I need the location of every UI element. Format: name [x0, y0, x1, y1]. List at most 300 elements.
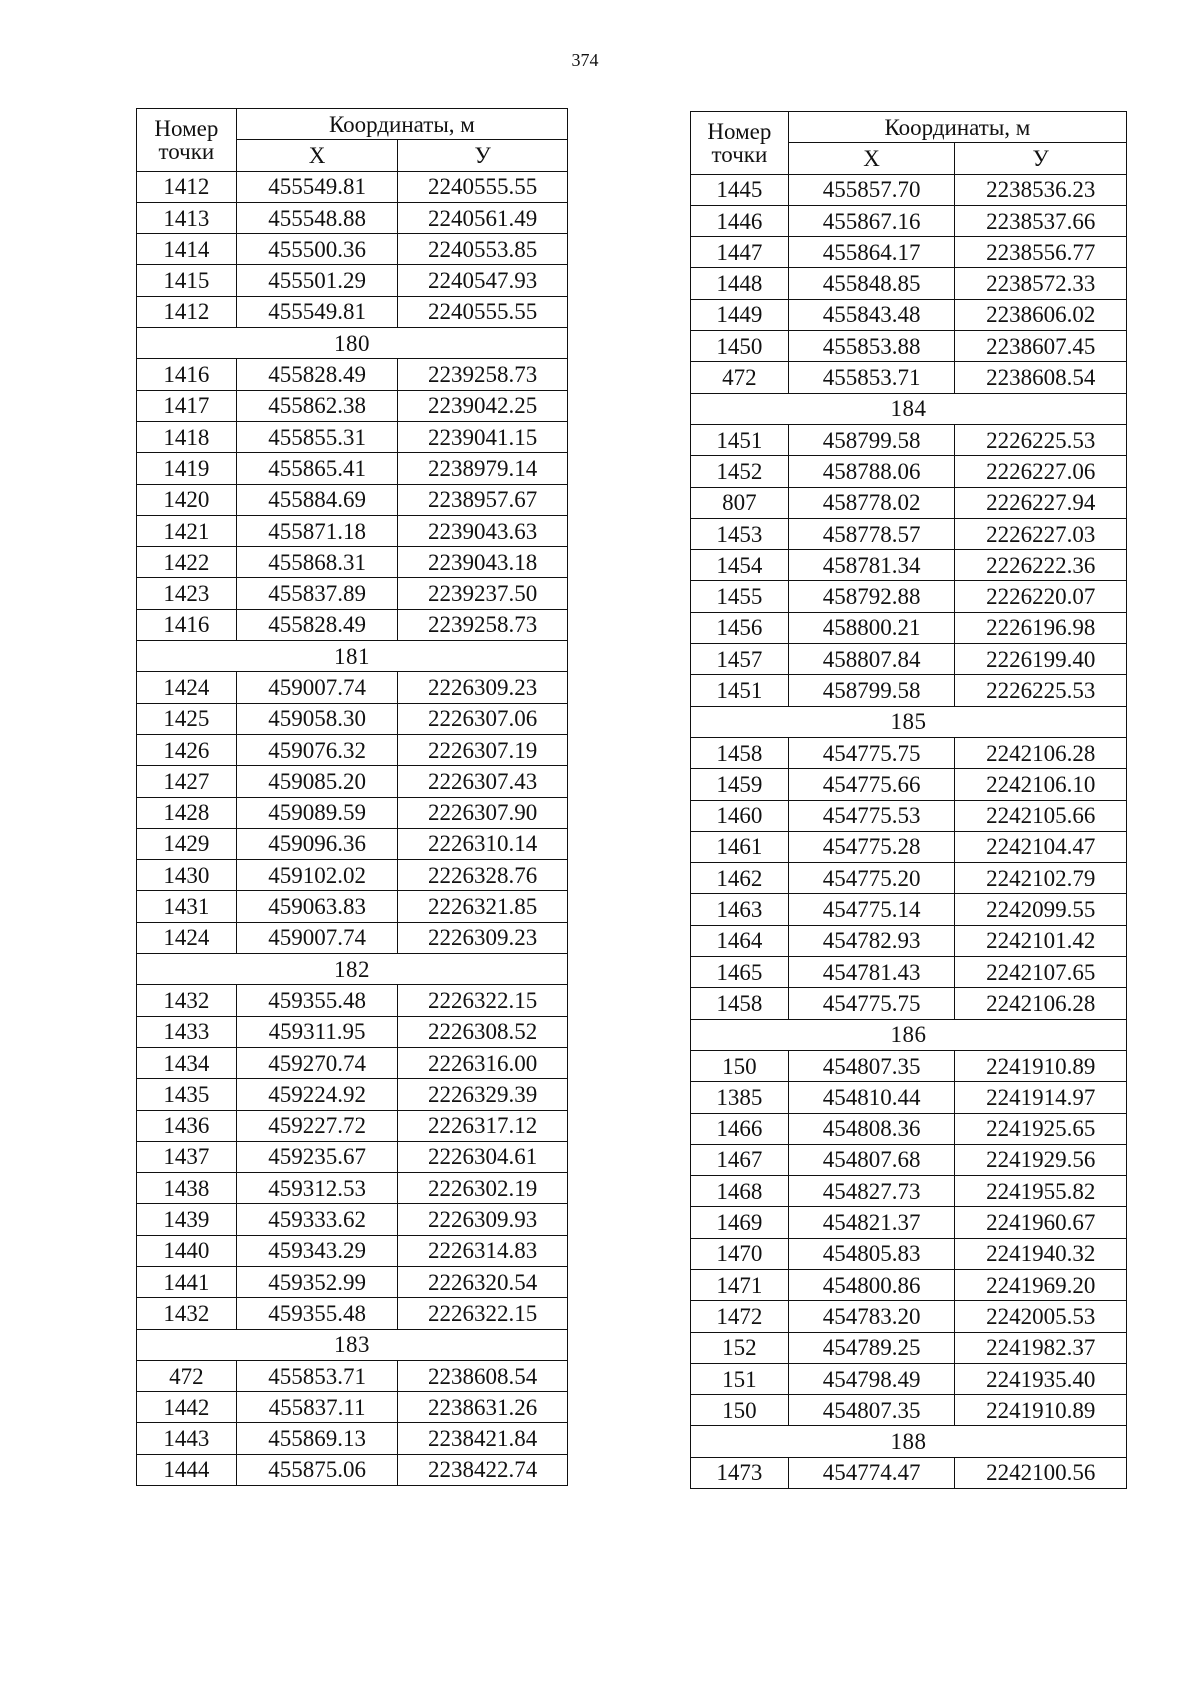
table-row — [137, 797, 568, 828]
point-number-cell: 1459 — [691, 769, 789, 800]
point-number-cell: 1463 — [691, 894, 789, 925]
table-row — [137, 515, 568, 546]
point-number-header — [137, 109, 237, 172]
table-row — [137, 390, 568, 421]
x-coordinate-cell: 454783.20 — [788, 1301, 955, 1332]
table-row — [691, 1144, 1127, 1175]
table-row — [691, 612, 1127, 643]
table-row — [137, 1423, 568, 1454]
y-coordinate-cell: 2238631.26 — [398, 1392, 568, 1423]
table-row — [691, 362, 1127, 393]
table-row — [137, 453, 568, 484]
y-coordinate-cell: 2226308.52 — [398, 1016, 568, 1047]
table-row — [137, 985, 568, 1016]
group-header-row — [691, 1426, 1127, 1457]
y-coordinate-cell: 2242105.66 — [955, 800, 1127, 831]
page-number: 374 — [571, 50, 599, 70]
point-number-cell: 1461 — [691, 831, 789, 862]
table-row — [691, 456, 1127, 487]
point-number-cell: 1473 — [691, 1457, 789, 1488]
point-number-cell: 1449 — [691, 299, 789, 330]
y-coordinate-cell: 2238606.02 — [955, 299, 1127, 330]
y-coordinate-cell: 2226309.23 — [398, 672, 568, 703]
y-coordinate-cell: 2226316.00 — [398, 1047, 568, 1078]
point-number-cell: 1437 — [137, 1141, 237, 1172]
table-row — [137, 1079, 568, 1110]
point-number-cell: 150 — [691, 1050, 789, 1081]
point-number-cell: 1418 — [137, 421, 237, 452]
x-coordinate-cell: 454775.20 — [788, 863, 955, 894]
table-row — [691, 174, 1127, 205]
point-number-cell: 1443 — [137, 1423, 237, 1454]
point-number-cell: 1465 — [691, 957, 789, 988]
coordinates-header: Координаты, м — [788, 112, 1126, 143]
y-coordinate-cell: 2226321.85 — [398, 891, 568, 922]
table-row — [137, 1110, 568, 1141]
table-row — [691, 1395, 1127, 1426]
x-coordinate-cell: 458781.34 — [788, 550, 955, 581]
y-coordinate-cell: 2226322.15 — [398, 985, 568, 1016]
y-coordinate-cell: 2226307.06 — [398, 703, 568, 734]
x-coordinate-cell: 455871.18 — [236, 515, 398, 546]
x-coordinate-cell: 454774.47 — [788, 1457, 955, 1488]
point-number-cell: 1412 — [137, 296, 237, 327]
y-coordinate-cell: 2239041.15 — [398, 421, 568, 452]
table-row — [691, 1269, 1127, 1300]
x-coordinate-cell: 459096.36 — [236, 828, 398, 859]
table-row — [691, 737, 1127, 768]
point-number-cell: 1454 — [691, 550, 789, 581]
y-coordinate-cell: 2242099.55 — [955, 894, 1127, 925]
group-header-row — [691, 393, 1127, 424]
point-number-cell: 1468 — [691, 1176, 789, 1207]
x-coordinate-cell: 454807.35 — [788, 1050, 955, 1081]
table-row — [137, 296, 568, 327]
y-coordinate-cell: 2239042.25 — [398, 390, 568, 421]
table-row — [691, 237, 1127, 268]
point-number-cell: 1446 — [691, 205, 789, 236]
x-coordinate-cell: 454807.68 — [788, 1144, 955, 1175]
x-coordinate-cell: 459102.02 — [236, 860, 398, 891]
point-number-cell: 1414 — [137, 234, 237, 265]
point-number-header-line1: Номер — [154, 115, 219, 141]
y-coordinate-cell: 2226314.83 — [398, 1235, 568, 1266]
point-number-cell: 152 — [691, 1332, 789, 1363]
y-coordinate-cell: 2241960.67 — [955, 1207, 1127, 1238]
y-coordinate-cell: 2226329.39 — [398, 1079, 568, 1110]
point-number-cell: 1417 — [137, 390, 237, 421]
x-coordinate-cell: 454775.75 — [788, 988, 955, 1019]
x-coordinate-cell: 455864.17 — [788, 237, 955, 268]
coordinates-header: Координаты, м — [236, 109, 567, 140]
y-coordinate-cell: 2240553.85 — [398, 234, 568, 265]
y-coordinate-cell: 2242106.10 — [955, 769, 1127, 800]
y-coordinate-cell: 2226309.23 — [398, 922, 568, 953]
table-row — [691, 1207, 1127, 1238]
point-number-cell: 1447 — [691, 237, 789, 268]
x-coordinate-cell: 455869.13 — [236, 1423, 398, 1454]
point-number-cell: 807 — [691, 487, 789, 518]
y-coordinate-cell: 2238608.54 — [398, 1360, 568, 1391]
x-coordinate-cell: 458788.06 — [788, 456, 955, 487]
point-number-cell: 1442 — [137, 1392, 237, 1423]
y-coordinate-cell: 2226310.14 — [398, 828, 568, 859]
y-coordinate-cell: 2226322.15 — [398, 1298, 568, 1329]
x-coordinate-cell: 455862.38 — [236, 390, 398, 421]
y-coordinate-cell: 2240555.55 — [398, 296, 568, 327]
y-coordinate-cell: 2226220.07 — [955, 581, 1127, 612]
point-number-cell: 1440 — [137, 1235, 237, 1266]
x-coordinate-cell: 455848.85 — [788, 268, 955, 299]
x-coordinate-cell: 455865.41 — [236, 453, 398, 484]
group-number: 184 — [691, 393, 1127, 424]
y-coordinate-cell: 2226227.94 — [955, 487, 1127, 518]
table-body-left — [137, 171, 568, 1485]
table-row — [691, 957, 1127, 988]
group-number: 181 — [137, 641, 568, 672]
x-coordinate-cell: 454789.25 — [788, 1332, 955, 1363]
point-number-cell: 1434 — [137, 1047, 237, 1078]
x-coordinate-cell: 458800.21 — [788, 612, 955, 643]
point-number-cell: 1412 — [137, 171, 237, 202]
y-coordinate-cell: 2242106.28 — [955, 988, 1127, 1019]
table-row — [137, 1141, 568, 1172]
y-coordinate-cell: 2242102.79 — [955, 863, 1127, 894]
x-coordinate-cell: 458799.58 — [788, 424, 955, 455]
point-number-cell: 1438 — [137, 1173, 237, 1204]
point-number-cell: 1457 — [691, 644, 789, 675]
x-coordinate-cell: 455828.49 — [236, 609, 398, 640]
x-coordinate-cell: 454782.93 — [788, 925, 955, 956]
table-row — [691, 1363, 1127, 1394]
table-row — [691, 205, 1127, 236]
y-column-header: У — [398, 140, 568, 171]
x-coordinate-cell: 455548.88 — [236, 202, 398, 233]
table-row — [691, 863, 1127, 894]
point-number-cell: 1433 — [137, 1016, 237, 1047]
table-row — [137, 547, 568, 578]
y-coordinate-cell: 2226307.19 — [398, 734, 568, 765]
x-coordinate-cell: 459343.29 — [236, 1235, 398, 1266]
y-coordinate-cell: 2226307.43 — [398, 766, 568, 797]
x-coordinate-cell: 455549.81 — [236, 296, 398, 327]
point-number-cell: 1472 — [691, 1301, 789, 1332]
point-number-cell: 1456 — [691, 612, 789, 643]
table-row — [691, 988, 1127, 1019]
point-number-cell: 1432 — [137, 985, 237, 1016]
point-number-header — [691, 112, 789, 175]
coordinates-table-left — [136, 108, 568, 1486]
table-row — [691, 331, 1127, 362]
y-coordinate-cell: 2241982.37 — [955, 1332, 1127, 1363]
x-coordinate-cell: 454798.49 — [788, 1363, 955, 1394]
table-row — [137, 484, 568, 515]
point-number-cell: 1439 — [137, 1204, 237, 1235]
coordinates-table-right — [690, 111, 1127, 1489]
point-number-cell: 1458 — [691, 737, 789, 768]
table-row — [137, 359, 568, 390]
x-coordinate-cell: 454775.53 — [788, 800, 955, 831]
point-number-cell: 1441 — [137, 1266, 237, 1297]
point-number-cell: 1470 — [691, 1238, 789, 1269]
table-row — [691, 1082, 1127, 1113]
y-coordinate-cell: 2238979.14 — [398, 453, 568, 484]
point-number-cell: 1422 — [137, 547, 237, 578]
x-coordinate-cell: 454810.44 — [788, 1082, 955, 1113]
point-number-cell: 1471 — [691, 1269, 789, 1300]
x-coordinate-cell: 458799.58 — [788, 675, 955, 706]
point-number-cell: 1424 — [137, 922, 237, 953]
point-number-cell: 1466 — [691, 1113, 789, 1144]
table-row — [691, 299, 1127, 330]
x-coordinate-cell: 454775.75 — [788, 737, 955, 768]
y-coordinate-cell: 2242104.47 — [955, 831, 1127, 862]
x-coordinate-cell: 459007.74 — [236, 922, 398, 953]
point-number-cell: 1458 — [691, 988, 789, 1019]
table-row — [137, 1454, 568, 1485]
x-coordinate-cell: 454805.83 — [788, 1238, 955, 1269]
y-coordinate-cell: 2238422.74 — [398, 1454, 568, 1485]
x-coordinate-cell: 455501.29 — [236, 265, 398, 296]
table-row — [691, 925, 1127, 956]
point-number-cell: 1469 — [691, 1207, 789, 1238]
y-coordinate-cell: 2226328.76 — [398, 860, 568, 891]
point-number-cell: 1430 — [137, 860, 237, 891]
group-number: 183 — [137, 1329, 568, 1360]
table-row — [137, 421, 568, 452]
y-coordinate-cell: 2226302.19 — [398, 1173, 568, 1204]
y-coordinate-cell: 2226222.36 — [955, 550, 1127, 581]
x-coordinate-cell: 455500.36 — [236, 234, 398, 265]
point-number-cell: 1416 — [137, 359, 237, 390]
point-number-cell: 1421 — [137, 515, 237, 546]
table-row — [137, 1235, 568, 1266]
point-number-cell: 1431 — [137, 891, 237, 922]
table-row — [137, 672, 568, 703]
group-header-row — [691, 706, 1127, 737]
point-number-cell: 1424 — [137, 672, 237, 703]
point-number-cell: 1464 — [691, 925, 789, 956]
table-row — [137, 171, 568, 202]
y-coordinate-cell: 2241925.65 — [955, 1113, 1127, 1144]
y-coordinate-cell: 2238536.23 — [955, 174, 1127, 205]
table-row — [137, 1016, 568, 1047]
point-number-header-line2: точки — [711, 141, 768, 167]
point-number-cell: 472 — [691, 362, 789, 393]
x-coordinate-cell: 459085.20 — [236, 766, 398, 797]
x-coordinate-cell: 459089.59 — [236, 797, 398, 828]
y-coordinate-cell: 2239043.63 — [398, 515, 568, 546]
point-number-cell: 1426 — [137, 734, 237, 765]
x-coordinate-cell: 455837.89 — [236, 578, 398, 609]
table-body-right — [691, 174, 1127, 1488]
y-coordinate-cell: 2239258.73 — [398, 609, 568, 640]
table-row — [691, 831, 1127, 862]
table-row — [691, 518, 1127, 549]
table-row — [691, 769, 1127, 800]
x-coordinate-cell: 454807.35 — [788, 1395, 955, 1426]
y-coordinate-cell: 2240547.93 — [398, 265, 568, 296]
table-row — [691, 550, 1127, 581]
table-row — [691, 1050, 1127, 1081]
table-row — [691, 424, 1127, 455]
y-coordinate-cell: 2226317.12 — [398, 1110, 568, 1141]
point-number-cell: 1415 — [137, 265, 237, 296]
y-column-header: У — [955, 143, 1127, 174]
table-row — [137, 578, 568, 609]
table-row — [137, 1298, 568, 1329]
point-number-cell: 472 — [137, 1360, 237, 1391]
y-coordinate-cell: 2241910.89 — [955, 1395, 1127, 1426]
point-number-cell: 1436 — [137, 1110, 237, 1141]
x-coordinate-cell: 455884.69 — [236, 484, 398, 515]
group-number: 185 — [691, 706, 1127, 737]
table-row — [137, 734, 568, 765]
x-coordinate-cell: 455855.31 — [236, 421, 398, 452]
y-coordinate-cell: 2241910.89 — [955, 1050, 1127, 1081]
table-row — [137, 1360, 568, 1391]
table-row — [137, 860, 568, 891]
y-coordinate-cell: 2238421.84 — [398, 1423, 568, 1454]
x-coordinate-cell: 455549.81 — [236, 171, 398, 202]
point-number-cell: 1455 — [691, 581, 789, 612]
table-row — [137, 1204, 568, 1235]
x-coordinate-cell: 459007.74 — [236, 672, 398, 703]
x-coordinate-cell: 459270.74 — [236, 1047, 398, 1078]
group-number: 182 — [137, 954, 568, 985]
y-coordinate-cell: 2226225.53 — [955, 424, 1127, 455]
point-number-cell: 1448 — [691, 268, 789, 299]
table-row — [691, 581, 1127, 612]
x-coordinate-cell: 458792.88 — [788, 581, 955, 612]
x-coordinate-cell: 459227.72 — [236, 1110, 398, 1141]
x-coordinate-cell: 454800.86 — [788, 1269, 955, 1300]
y-coordinate-cell: 2226320.54 — [398, 1266, 568, 1297]
y-coordinate-cell: 2238537.66 — [955, 205, 1127, 236]
point-number-cell: 1413 — [137, 202, 237, 233]
point-number-cell: 1385 — [691, 1082, 789, 1113]
y-coordinate-cell: 2238556.77 — [955, 237, 1127, 268]
x-column-header: Х — [236, 140, 398, 171]
x-coordinate-cell: 455843.48 — [788, 299, 955, 330]
point-number-cell: 1450 — [691, 331, 789, 362]
y-coordinate-cell: 2239237.50 — [398, 578, 568, 609]
x-coordinate-cell: 459076.32 — [236, 734, 398, 765]
table-row — [137, 1173, 568, 1204]
y-coordinate-cell: 2226225.53 — [955, 675, 1127, 706]
table-row — [691, 1238, 1127, 1269]
y-coordinate-cell: 2238572.33 — [955, 268, 1127, 299]
x-coordinate-cell: 459235.67 — [236, 1141, 398, 1172]
y-coordinate-cell: 2242106.28 — [955, 737, 1127, 768]
y-coordinate-cell: 2241929.56 — [955, 1144, 1127, 1175]
x-coordinate-cell: 458807.84 — [788, 644, 955, 675]
point-number-cell: 1460 — [691, 800, 789, 831]
table-row — [137, 265, 568, 296]
x-coordinate-cell: 455853.71 — [788, 362, 955, 393]
y-coordinate-cell: 2226307.90 — [398, 797, 568, 828]
point-number-cell: 1451 — [691, 424, 789, 455]
table-row — [691, 1332, 1127, 1363]
point-number-cell: 1444 — [137, 1454, 237, 1485]
y-coordinate-cell: 2241969.20 — [955, 1269, 1127, 1300]
x-coordinate-cell: 455828.49 — [236, 359, 398, 390]
group-header-row — [137, 954, 568, 985]
y-coordinate-cell: 2240561.49 — [398, 202, 568, 233]
group-number: 180 — [137, 328, 568, 359]
y-coordinate-cell: 2226199.40 — [955, 644, 1127, 675]
x-coordinate-cell: 455875.06 — [236, 1454, 398, 1485]
x-coordinate-cell: 455868.31 — [236, 547, 398, 578]
table-row — [137, 703, 568, 734]
x-coordinate-cell: 455857.70 — [788, 174, 955, 205]
point-number-cell: 1420 — [137, 484, 237, 515]
y-coordinate-cell: 2242100.56 — [955, 1457, 1127, 1488]
y-coordinate-cell: 2240555.55 — [398, 171, 568, 202]
y-coordinate-cell: 2242101.42 — [955, 925, 1127, 956]
point-number-cell: 1453 — [691, 518, 789, 549]
table-row — [137, 234, 568, 265]
table-row — [137, 1392, 568, 1423]
x-coordinate-cell: 459352.99 — [236, 1266, 398, 1297]
x-coordinate-cell: 459333.62 — [236, 1204, 398, 1235]
point-number-cell: 1467 — [691, 1144, 789, 1175]
point-number-cell: 1425 — [137, 703, 237, 734]
table-row — [691, 487, 1127, 518]
group-number: 188 — [691, 1426, 1127, 1457]
y-coordinate-cell: 2226227.03 — [955, 518, 1127, 549]
x-coordinate-cell: 454781.43 — [788, 957, 955, 988]
point-number-cell: 150 — [691, 1395, 789, 1426]
point-number-cell: 1432 — [137, 1298, 237, 1329]
y-coordinate-cell: 2239043.18 — [398, 547, 568, 578]
y-coordinate-cell: 2241935.40 — [955, 1363, 1127, 1394]
point-number-cell: 1429 — [137, 828, 237, 859]
point-number-header-line2: точки — [158, 138, 215, 164]
x-coordinate-cell: 455853.71 — [236, 1360, 398, 1391]
point-number-cell: 1435 — [137, 1079, 237, 1110]
table-row — [691, 800, 1127, 831]
table-row — [691, 268, 1127, 299]
y-coordinate-cell: 2226227.06 — [955, 456, 1127, 487]
x-coordinate-cell: 454821.37 — [788, 1207, 955, 1238]
point-number-cell: 151 — [691, 1363, 789, 1394]
y-coordinate-cell: 2226304.61 — [398, 1141, 568, 1172]
group-header-row — [137, 328, 568, 359]
x-coordinate-cell: 454775.28 — [788, 831, 955, 862]
table-row — [137, 609, 568, 640]
point-number-header-line1: Номер — [707, 118, 772, 144]
group-header-row — [691, 1019, 1127, 1050]
point-number-cell: 1427 — [137, 766, 237, 797]
point-number-cell: 1451 — [691, 675, 789, 706]
y-coordinate-cell: 2239258.73 — [398, 359, 568, 390]
table-row — [137, 766, 568, 797]
point-number-cell: 1462 — [691, 863, 789, 894]
y-coordinate-cell: 2241914.97 — [955, 1082, 1127, 1113]
table-row — [691, 1301, 1127, 1332]
x-coordinate-cell: 454775.66 — [788, 769, 955, 800]
y-coordinate-cell: 2242107.65 — [955, 957, 1127, 988]
table-row — [137, 1266, 568, 1297]
table-row — [691, 1457, 1127, 1488]
point-number-cell: 1423 — [137, 578, 237, 609]
y-coordinate-cell: 2238608.54 — [955, 362, 1127, 393]
group-number: 186 — [691, 1019, 1127, 1050]
x-coordinate-cell: 454827.73 — [788, 1176, 955, 1207]
x-coordinate-cell: 459355.48 — [236, 985, 398, 1016]
x-coordinate-cell: 459311.95 — [236, 1016, 398, 1047]
